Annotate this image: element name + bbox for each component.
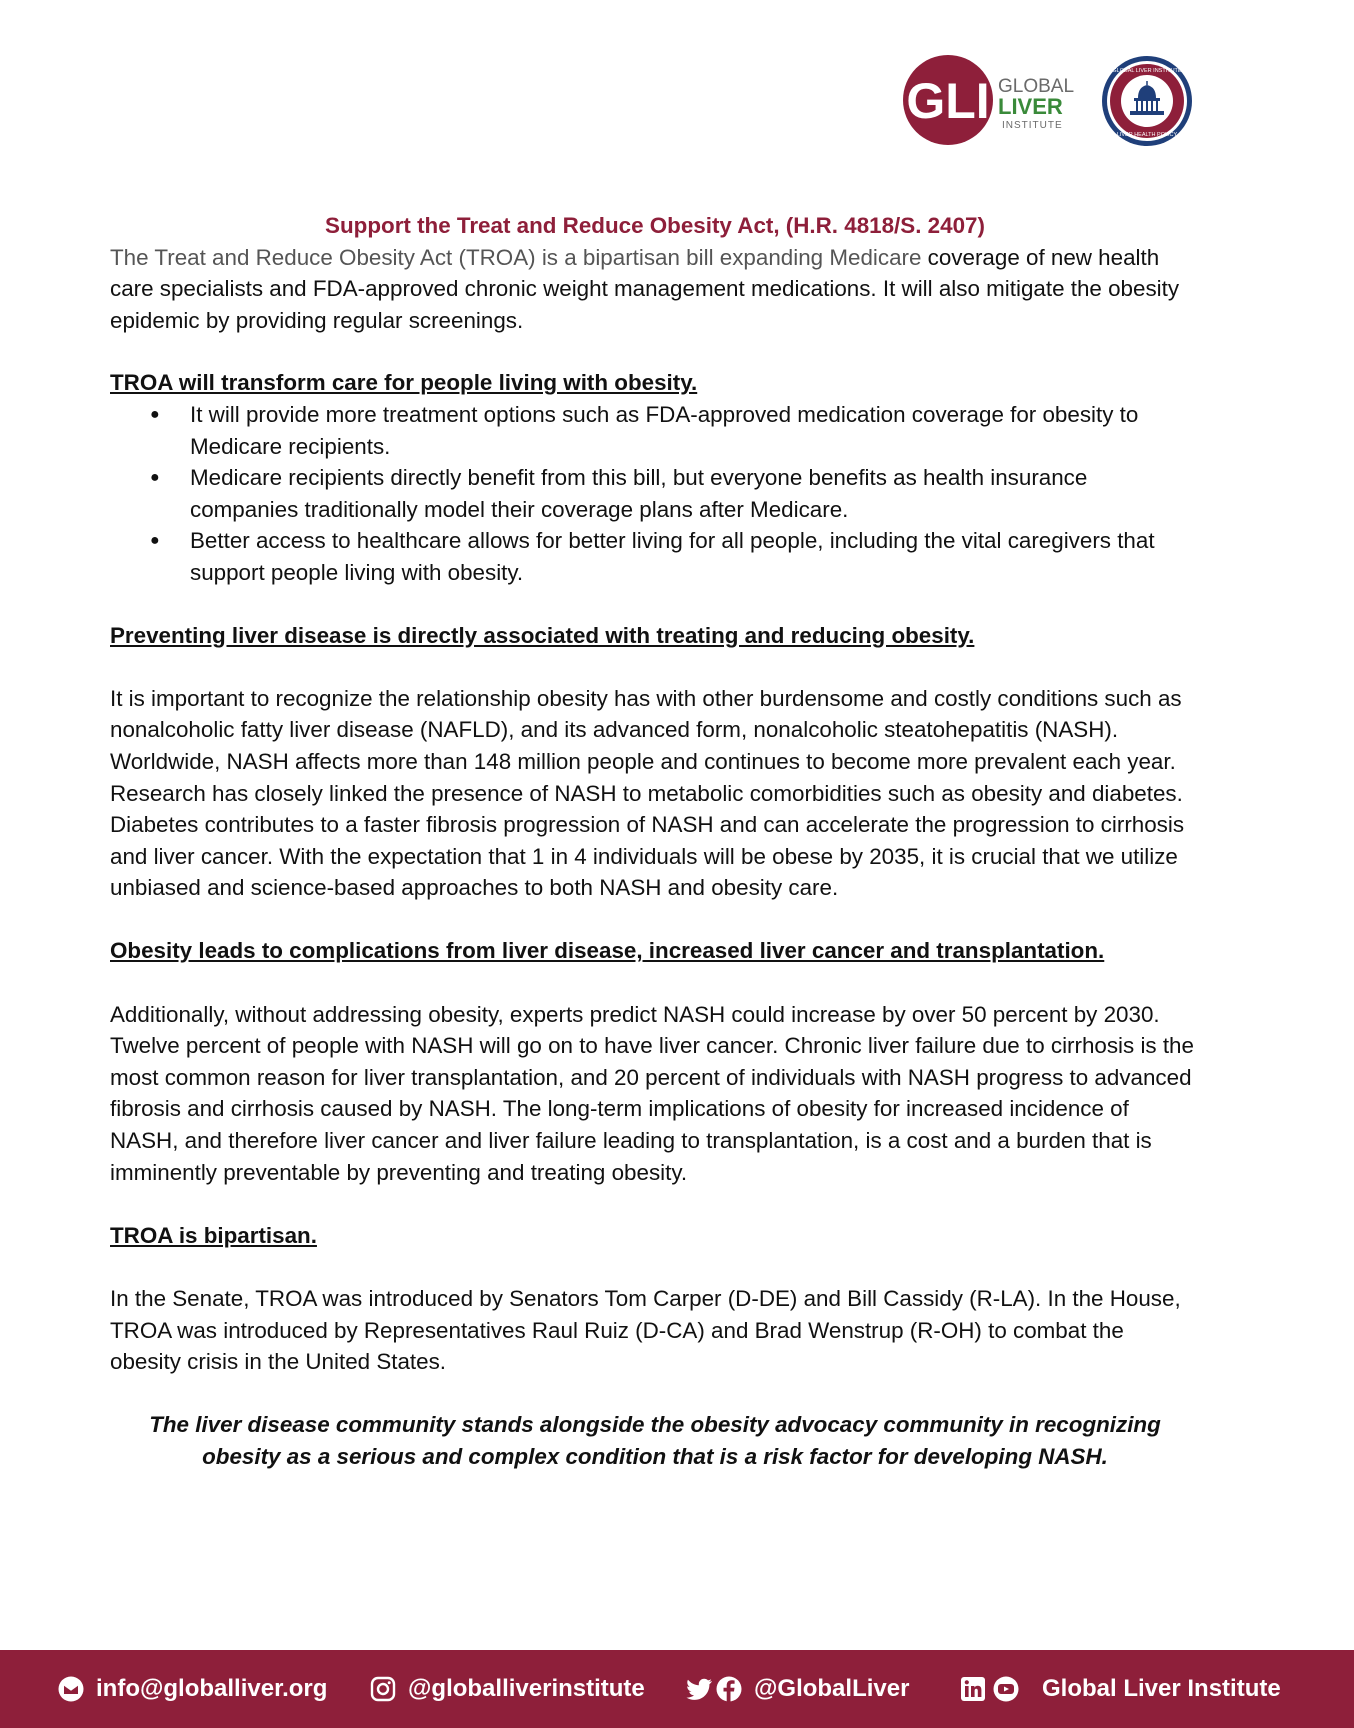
liver-health-policy-seal (1100, 54, 1194, 148)
section-heading-transform-care: TROA will transform care for people living with obesity. (110, 370, 698, 396)
intro-rest-text: coverage of new health care specialists and FDA-approved chronic weight management medications. It will also mitigate the obesity epidemic by providing regular screenings. (110, 244, 1180, 333)
header-logos (902, 54, 1194, 150)
bullet-icon: ● (150, 532, 160, 550)
closing-statement: The liver disease community stands alongside the obesity advocacy community in recognizing obesity as a serious and complex condition that is a risk factor for developing NASH. (149, 1412, 1161, 1469)
section-heading-liver-disease: Preventing liver disease is directly associated with treating and reducing obesity. (110, 622, 975, 648)
section-heading-bipartisan: TROA is bipartisan. (110, 1222, 317, 1248)
footer-linkedin-youtube[interactable] (960, 1650, 1281, 1728)
bullet-icon: ● (150, 405, 160, 423)
seal-text-top: GLOBAL LIVER INSTITUTE (1112, 68, 1182, 74)
twitter-icon (686, 1676, 714, 1702)
section-heading-complications: Obesity leads to complications from liver disease, increased liver cancer and transplantation. (110, 938, 1105, 964)
footer-organization-text[interactable]: Global Liver Institute (1042, 1675, 1281, 1702)
mail-icon (58, 1676, 84, 1702)
intro-paragraph (110, 242, 1200, 337)
bipartisan-paragraph: In the Senate, TROA was introduced by Senators Tom Carper (D-DE) and Bill Cassidy (R-LA). In the House, TROA was introduced by Representatives Raul Ruiz (D-CA) and Brad Wenstrup (R-OH) to combat the obesity crisis in the United States. (110, 1286, 1181, 1375)
contact-footer (0, 1650, 1354, 1728)
list-item: ● It will provide more treatment options such as FDA-approved medication coverage for obesity to Medicare recipients. (110, 399, 1200, 462)
logo-monogram: GLI (906, 73, 990, 129)
bullet-icon: ● (150, 469, 160, 487)
linkedin-icon (960, 1676, 986, 1702)
footer-instagram-text[interactable]: @globalliverinstitute (408, 1675, 645, 1702)
footer-instagram[interactable] (370, 1650, 645, 1728)
instagram-icon (370, 1676, 396, 1702)
youtube-icon (992, 1676, 1020, 1702)
logo-text-liver: LIVER (998, 94, 1063, 119)
benefits-list (110, 399, 1200, 589)
complications-paragraph: Additionally, without addressing obesity, experts predict NASH could increase by over 50 percent by 2030. Twelve percent of people with NASH will go on to have liver cancer. Chronic liver failure due to cirrhosis is the most common reason for liver transplantation, and 20 percent of individuals with NASH progress to advanced fibrosis and cirrhosis caused by NASH. The long-term implications of obesity for increased incidence of NASH, and therefore liver cancer and liver failure leading to transplantation, is a cost and a burden that is imminently preventable by preventing and treating obesity. (110, 1001, 1194, 1185)
facebook-icon (716, 1676, 742, 1702)
seal-text-bottom: LIVER HEALTH POLICY (1116, 132, 1178, 138)
footer-twitter-facebook[interactable] (686, 1650, 909, 1728)
intro-gray-text: The Treat and Reduce Obesity Act (TROA) is a bipartisan bill expanding Medicare (110, 244, 922, 270)
document-body (110, 210, 1200, 1473)
footer-email-text[interactable]: info@globalliver.org (96, 1675, 328, 1702)
list-item: ● Better access to healthcare allows for better living for all people, including the vital caregivers that support people living with obesity. (110, 525, 1200, 588)
liver-disease-paragraph: It is important to recognize the relationship obesity has with other burdensome and costly conditions such as nonalcoholic fatty liver disease (NAFLD), and its advanced form, nonalcoholic steatohepatitis (NASH). Worldwide, NASH affects more than 148 million people and continues to become more prevalent each year. Research has closely linked the presence of NASH to metabolic comorbidities such as obesity and diabetes. Diabetes contributes to a faster fibrosis progression of NASH and can accelerate the progression to cirrhosis and liver cancer. With the expectation that 1 in 4 individuals will be obese by 2035, it is crucial that we utilize unbiased and science-based approaches to both NASH and obesity care. (110, 685, 1185, 901)
gli-logo (902, 54, 1092, 150)
footer-twitter-text[interactable]: @GlobalLiver (754, 1675, 910, 1702)
document-title: Support the Treat and Reduce Obesity Act, (H.R. 4818/S. 2407) (325, 213, 985, 238)
footer-email[interactable] (58, 1650, 327, 1728)
logo-text-institute: INSTITUTE (1002, 120, 1063, 131)
logo-text-global: GLOBAL (998, 76, 1075, 97)
list-item: ● Medicare recipients directly benefit from this bill, but everyone benefits as health insurance companies traditionally model their coverage plans after Medicare. (110, 462, 1200, 525)
